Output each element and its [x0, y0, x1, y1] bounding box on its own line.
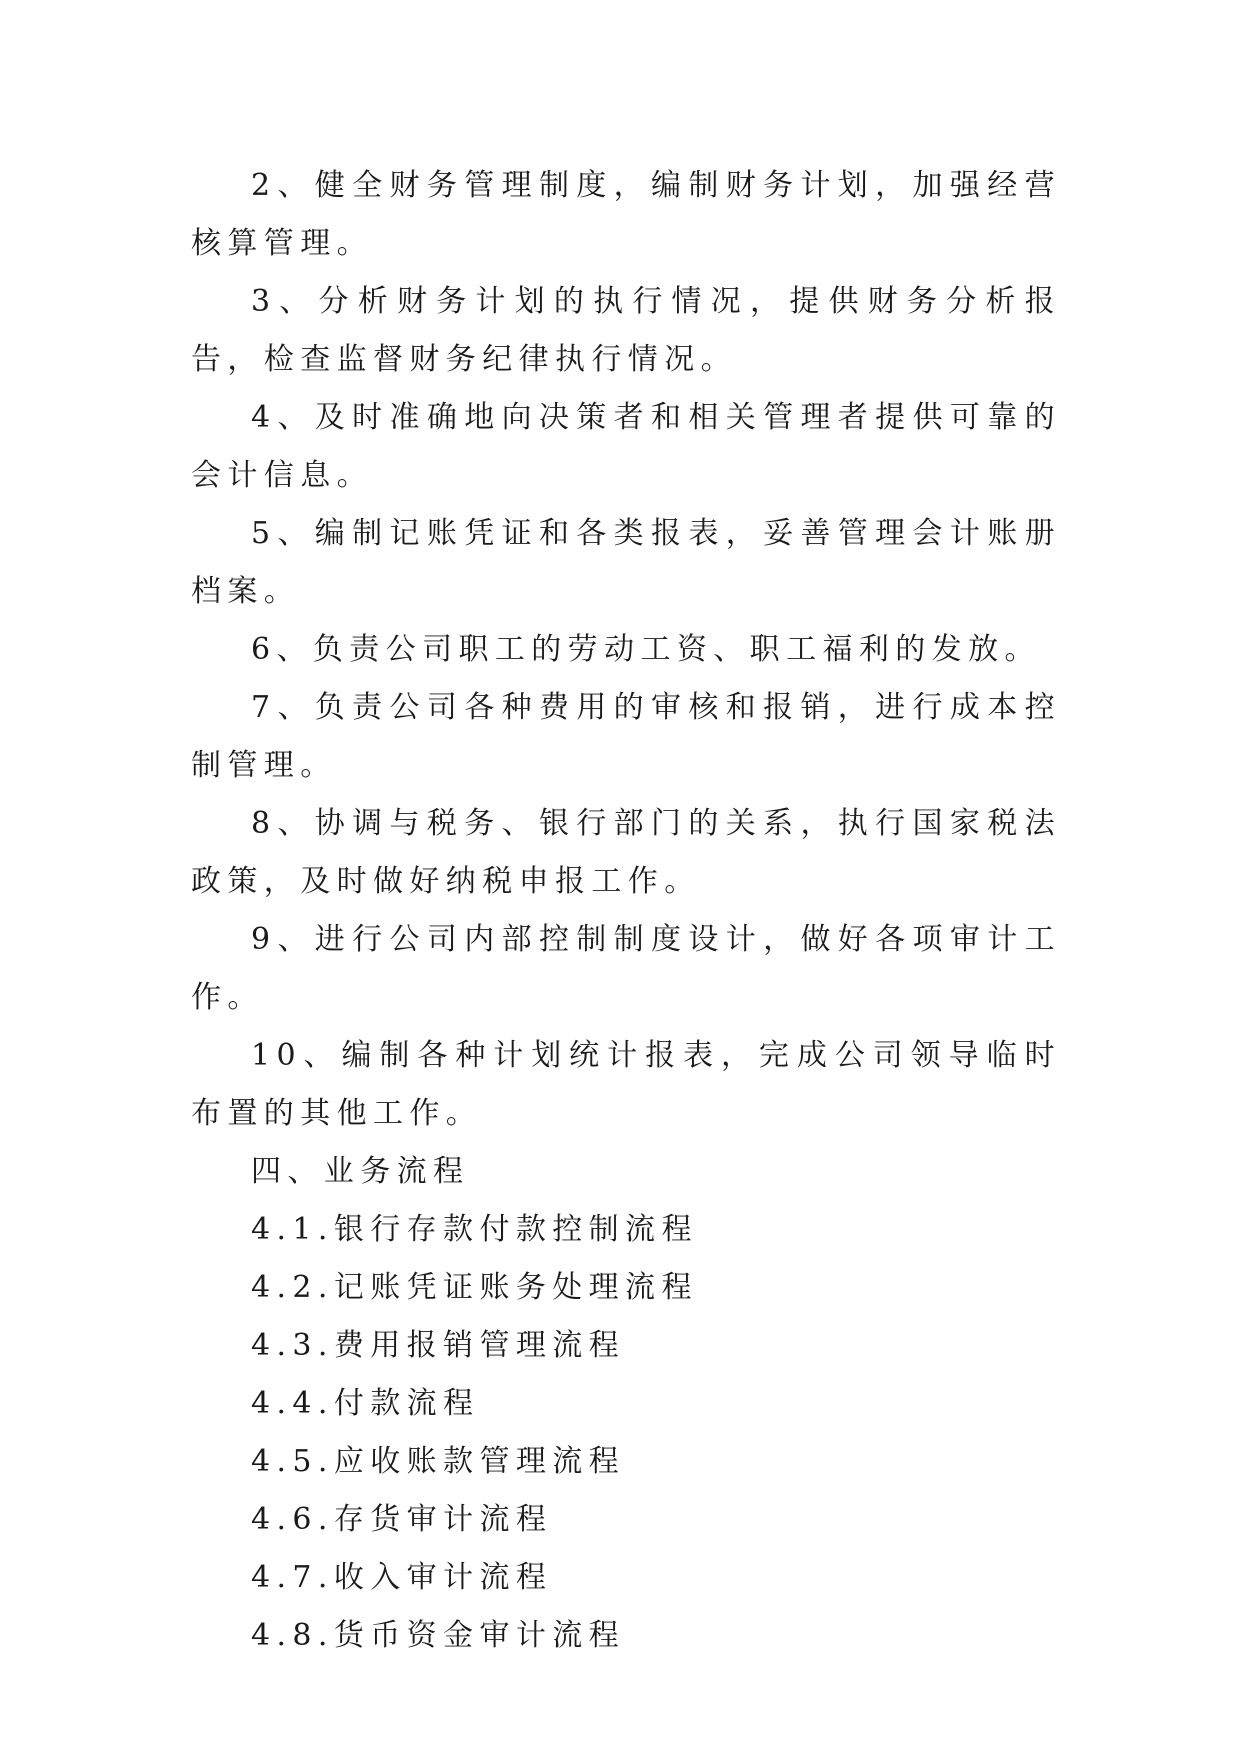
paragraph-duty-6: 6、负责公司职工的劳动工资、职工福利的发放。: [251, 632, 1041, 667]
process-item-4-3: 4.3.费用报销管理流程: [251, 1328, 626, 1363]
process-item-4-4: 4.4.付款流程: [251, 1386, 480, 1421]
paragraph-duty-2: 2、健全财务管理制度，编制财务计划，加强经营核算管理。: [191, 168, 1061, 261]
paragraph-duty-10: 10、编制各种计划统计报表，完成公司领导临时布置的其他工作。: [191, 1038, 1061, 1131]
process-item-4-6: 4.6.存货审计流程: [251, 1502, 553, 1537]
process-item-4-5: 4.5.应收账款管理流程: [251, 1444, 626, 1479]
paragraph-duty-8: 8、协调与税务、银行部门的关系，执行国家税法政策，及时做好纳税申报工作。: [191, 806, 1061, 899]
document-body: [191, 157, 1061, 1665]
paragraph-duty-4: 4、及时准确地向决策者和相关管理者提供可靠的会计信息。: [191, 400, 1061, 493]
process-list: [191, 1201, 1061, 1665]
paragraph-duty-5: 5、编制记账凭证和各类报表，妥善管理会计账册档案。: [191, 516, 1061, 609]
section-heading: 四、业务流程: [251, 1154, 470, 1189]
process-item-4-7: 4.7.收入审计流程: [251, 1560, 553, 1595]
paragraph-duty-9: 9、进行公司内部控制制度设计，做好各项审计工作。: [191, 922, 1061, 1015]
process-item-4-8: 4.8.货币资金审计流程: [251, 1618, 626, 1653]
paragraph-duty-7: 7、负责公司各种费用的审核和报销，进行成本控制管理。: [191, 690, 1061, 783]
process-item-4-2: 4.2.记账凭证账务处理流程: [251, 1270, 698, 1305]
process-item-4-1: 4.1.银行存款付款控制流程: [251, 1212, 698, 1247]
paragraph-duty-3: 3、分析财务计划的执行情况，提供财务分析报告，检查监督财务纪律执行情况。: [191, 284, 1061, 377]
